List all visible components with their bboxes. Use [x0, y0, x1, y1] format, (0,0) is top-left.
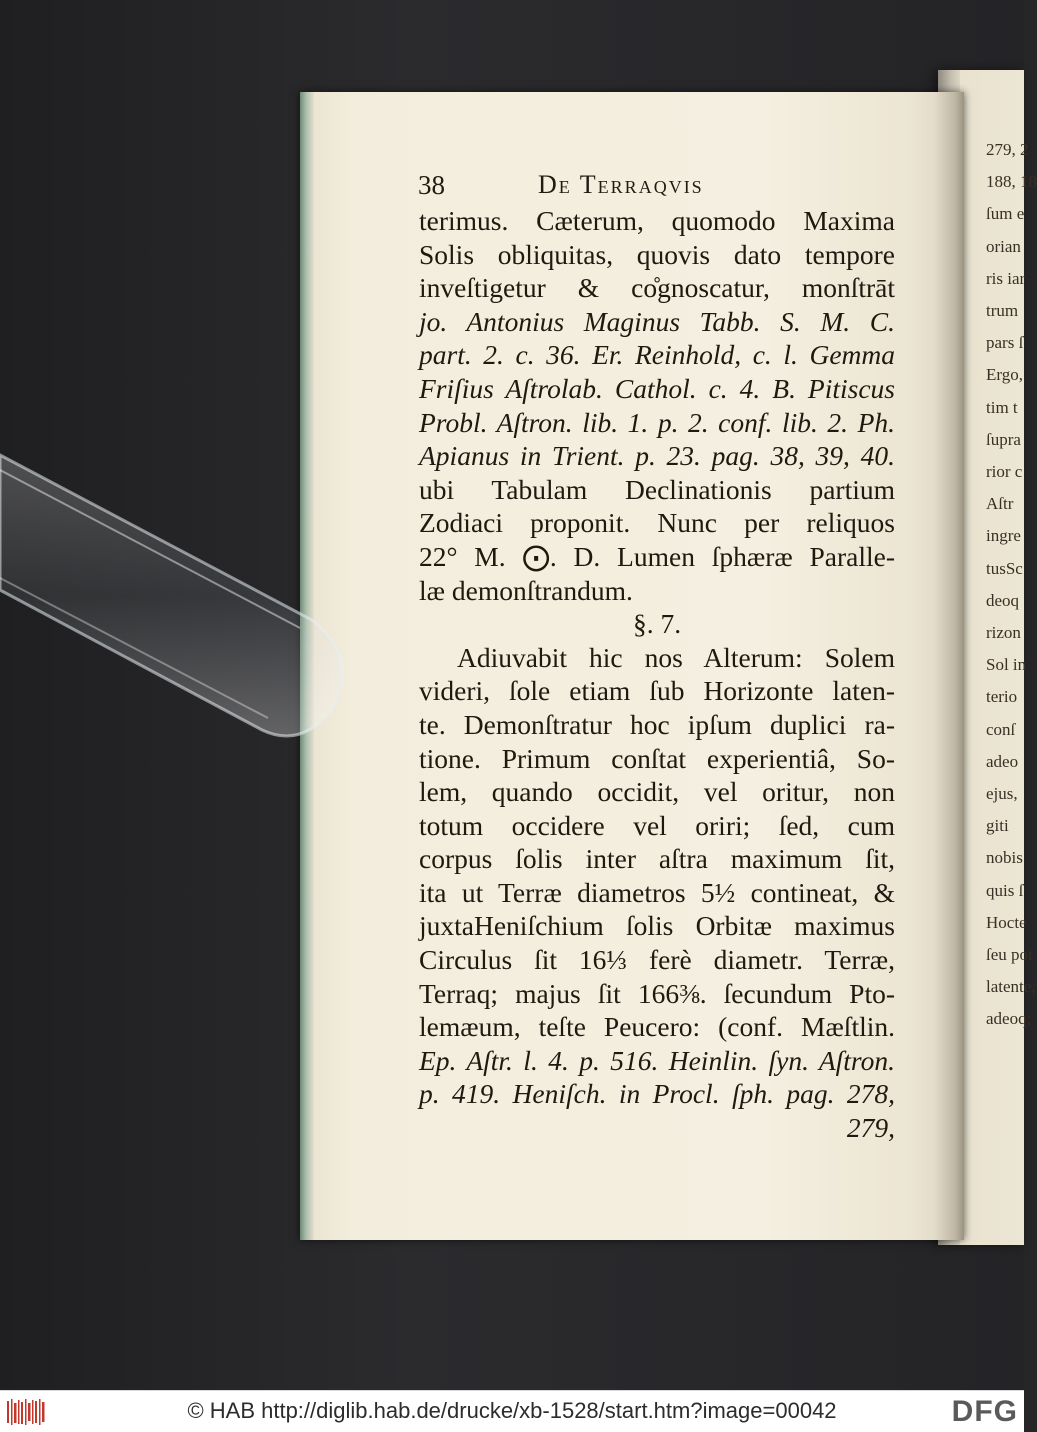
margin-word: ingre — [986, 526, 1021, 546]
margin-word: Sol in — [986, 655, 1027, 675]
text-line: inveſtigetur & co̊gnoscatur, monſtrāt — [419, 272, 895, 304]
page-body-text — [419, 204, 895, 1145]
text-line: 22° M. ⨀. D. Lumen ſphæræ Paralle- — [419, 540, 895, 572]
margin-word: ſeu pot — [986, 945, 1033, 964]
margin-word: rior c — [986, 462, 1023, 481]
margin-word: Ergo, — [986, 365, 1023, 385]
margin-word: deoq — [986, 590, 1020, 610]
section-heading: §. 7. — [632, 608, 682, 640]
dfg-logo: DFG — [951, 1395, 1018, 1428]
text-line: Ep. Aſtr. l. 4. p. 516. Heinlin. ſyn. Aſtron. — [419, 1044, 895, 1076]
margin-word: tim t — [986, 397, 1018, 417]
text-line: Zodiaci proponit. Nunc per reliquos — [419, 507, 895, 539]
page-number: 38 — [418, 170, 445, 200]
text-line: Apianus in Trient. p. 23. pag. 38, 39, 40. — [419, 440, 895, 472]
margin-word: rizon — [986, 623, 1021, 642]
text-line: terimus. Cæterum, quomodo Maxima — [419, 205, 895, 236]
margin-word: ſupra — [986, 429, 1021, 449]
text-line: Solis obliquitas, quovis dato tempore — [419, 238, 895, 270]
margin-word: nobis — [986, 848, 1023, 868]
text-line: lem, quando occidit, vel oritur, non — [419, 776, 895, 808]
text-line: Friſius Aſtrolab. Cathol. c. 4. B. Pitiscus — [419, 372, 895, 404]
margin-word: terio — [986, 687, 1018, 707]
page-edge — [300, 92, 314, 1240]
margin-word: tusSc — [986, 558, 1023, 578]
text-line: corpus ſolis inter aſtra maximum ſit, — [419, 843, 895, 875]
margin-word: trum — [986, 301, 1019, 320]
margin-word: adeoq; — [986, 1009, 1032, 1029]
margin-word: orian — [986, 236, 1021, 256]
margin-word: latente, — [986, 977, 1036, 997]
page-gutter-shadow — [934, 92, 964, 1240]
text-line: lemæum, teſte Peucero: (conf. Mæſtlin. — [419, 1011, 895, 1043]
text-line: ita ut Terræ diametros 5½ contineat, & — [419, 876, 895, 908]
text-line: juxtaHeniſchium ſolis Orbitæ maximus — [419, 910, 895, 942]
margin-word: ſum e — [986, 204, 1025, 224]
margin-word: conſ — [986, 719, 1016, 739]
footer-bar — [0, 1390, 1024, 1432]
margin-word: quis ſ — [986, 880, 1024, 900]
margin-word: ejus, — [986, 784, 1018, 803]
text-line: tione. Primum conſtat experientiâ, So- — [419, 742, 895, 774]
text-line: Circulus ſit 16⅓ ferè diametr. Terræ, — [419, 944, 895, 976]
margin-word: pars ſ — [986, 333, 1024, 353]
text-line: Probl. Aſtron. lib. 1. p. 2. conf. lib. 2. Ph. — [419, 406, 895, 438]
margin-word: 188, 18 — [986, 172, 1037, 192]
text-line: totum occidere vel oriri; ſed, cum — [419, 809, 895, 841]
text-line: part. 2. c. 36. Er. Reinhold, c. l. Gemma — [419, 339, 895, 371]
margin-word: ris iar — [986, 268, 1026, 288]
margin-word: adeo — [986, 751, 1019, 771]
catchword: 279, — [846, 1112, 895, 1144]
text-line: jo. Antonius Maginus Tabb. S. M. C. — [419, 305, 895, 337]
margin-word: Aſtr — [986, 494, 1014, 514]
text-line: ubi Tabulam Declinationis partium — [419, 473, 895, 505]
text-line: Terraq; majus ſit 166⅜. ſecundum Pto- — [419, 977, 895, 1009]
copyright-url[interactable]: © HAB http://diglib.hab.de/drucke/xb-1528/start.htm?image=00042 — [187, 1398, 837, 1423]
running-head-title: De Terraqvis — [538, 170, 704, 199]
text-line: te. Demonſtratur hoc ipſum duplici ra- — [419, 708, 895, 740]
running-head — [416, 170, 936, 204]
text-line: videri, ſole etiam ſub Horizonte laten- — [419, 675, 895, 707]
book-page — [300, 92, 964, 1240]
margin-word: giti — [986, 816, 1009, 836]
margin-word: 279, 2 — [986, 140, 1029, 159]
text-line: læ demonſtrandum. — [419, 574, 633, 606]
text-line: p. 419. Heniſch. in Procl. ſph. pag. 278, — [419, 1078, 895, 1110]
margin-word: Hocte — [986, 912, 1027, 932]
text-line: Adiuvabit hic nos Alterum: Solem — [457, 641, 895, 673]
